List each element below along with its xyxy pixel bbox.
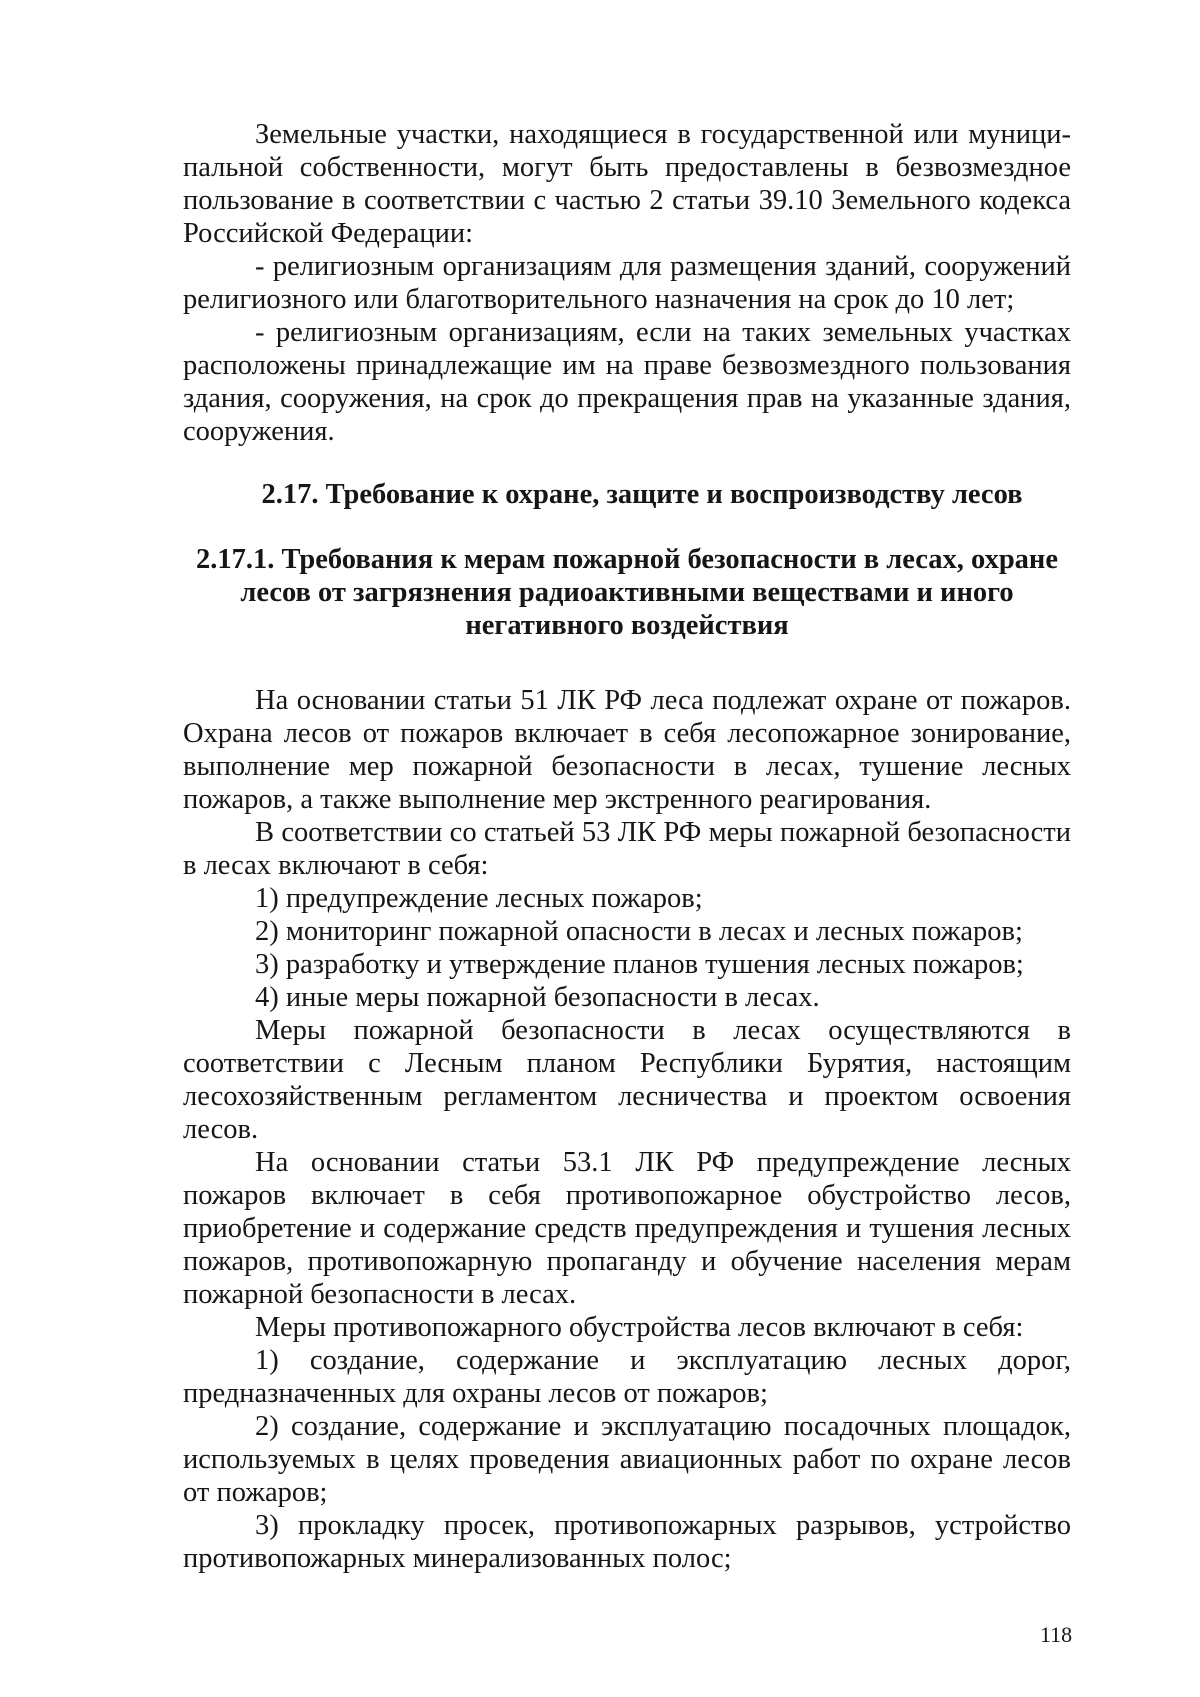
list-item: 3) прокладку просек, противопожарных разрывов, устройство противопожарных минерализованных полос; [183,1510,1071,1574]
paragraph-land-plots: Земельные участки, находящиеся в государственной или муниципальной собственности, могут быть предоставлены в безвозмездное пользование в соответствии с частью 2 статьи 39.10 Земельного кодекса Российской Федерации: [183,119,1071,249]
paragraph-article-51: На основании статьи 51 ЛК РФ леса подлежат охране от пожаров. Охрана лесов от пожаров включает в себя лесопожарное зонирование, выполнение мер пожарной безопасности в лесах, тушение лесных пожаров, а также выполнение мер экстренного реагирования. [183,685,1071,815]
paragraph-fire-prevention: Меры противопожарного обустройства лесов включают в себя: [255,1312,1024,1343]
section-heading: 2.17. Требование к охране, защите и воспроизводству лесов [261,479,1023,510]
paragraph-religious-2: - религиозным организациям, если на таких земельных участках расположены принадлежащие им на праве безвозмездного пользования здания, сооружения, на срок до прекращения прав на указанные здания, сооружения. [183,317,1071,447]
page-number: 118 [1040,1622,1073,1647]
list-item: 4) иные меры пожарной безопасности в лесах. [255,982,820,1013]
list-item: 2) создание, содержание и эксплуатацию посадочных площадок, используемых в целях проведения авиационных работ по охране лесов от пожаров; [183,1411,1071,1508]
list-item: 1) создание, содержание и эксплуатацию лесных дорог, предназначенных для охраны лесов от пожаров; [183,1345,1071,1409]
page-content [183,118,1071,1575]
paragraph-article-53-1: На основании статьи 53.1 ЛК РФ предупреждение лесных пожаров включает в себя противопожарное обустройство лесов, приобретение и содержание средств предупреждения и тушения лесных пожаров, противопожарную пропаганду и обучение населения мерам пожарной безопасности в лесах. [183,1147,1071,1310]
paragraph-religious-1: - религиозным организациям для размещения зданий, сооружений религиозного или благотворительного назначения на срок до 10 лет; [183,251,1071,315]
paragraph-article-53: В соответствии со статьей 53 ЛК РФ меры пожарной безопасности в лесах включают в себя: [183,817,1071,881]
subsection-heading: 2.17.1. Требования к мерам пожарной безопасности в лесах, охране лесов от загрязнения радиоактивными веществами и иного негативного воздействия [195,544,1058,641]
list-item: 3) разработку и утверждение планов тушения лесных пожаров; [255,949,1024,980]
list-item: 2) мониторинг пожарной опасности в лесах и лесных пожаров; [255,916,1023,947]
paragraph-measures: Меры пожарной безопасности в лесах осуществляются в соответствии с Лесным планом Республики Бурятия, настоящим лесохозяйственным регламентом лесничества и проектом освоения лесов. [183,1015,1071,1145]
list-item: 1) предупреждение лесных пожаров; [255,883,703,914]
